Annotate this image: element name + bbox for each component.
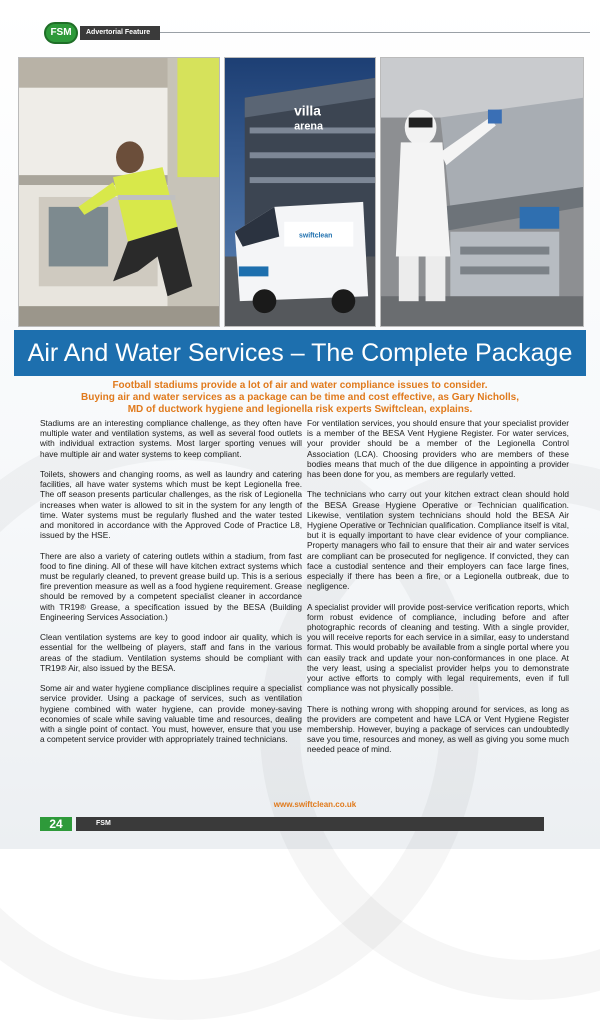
arena-sign-text: arena	[294, 120, 324, 133]
photo-van-arena	[224, 57, 376, 327]
page-number: 24	[40, 817, 72, 831]
paragraph: Clean ventilation systems are key to good indoor air quality, which is essential for the wellbeing of players, staff and fans in the various areas of the stadium. Ventilation systems should be compliant with TR19® Air, also issued by the BESA.	[40, 632, 302, 673]
website-link[interactable]: www.swiftclean.co.uk	[273, 800, 357, 809]
fsm-logo: FSM	[44, 22, 78, 44]
paragraph: The technicians who carry out your kitchen extract clean should hold the BESA Grease Hygiene Operative or Technician qualification. Likewise, ventilation system technicians should hold the BESA Air Hygiene Operative or Technician qualification. Compliance itself is vital, but it is equally important to have clear evidence of your compliance. Property managers who fail to ensure that their air and water services are compliant can be prosecuted for negligence. If convicted, they can face a custodial sentence and their employers can face large fines, especially if there has been a fire, or a Legionella outbreak, due to negligence.	[307, 489, 569, 592]
van-logo-text: swiftclean	[299, 232, 333, 240]
paragraph: Toilets, showers and changing rooms, as well as laundry and catering facilities, all have water systems which must be kept Legionella free. The off season presents particular challenges, as the risk of Legionella increases when water is allowed to sit in the system for any length of time. Water systems must be regularly flushed and the water tested and monitored in accordance with the Approved Code of Practice L8, issued by the HSE.	[40, 469, 302, 541]
photo-technician-sink	[18, 57, 220, 327]
intro-line: Buying air and water services as a package can be time and cost effective, as Gary Nicholls,	[81, 392, 519, 403]
intro-line: Football stadiums provide a lot of air and water compliance issues to consider.	[112, 380, 488, 391]
intro-line: MD of ductwork hygiene and legionella risk experts Swiftclean, explains.	[127, 404, 473, 415]
section-label: Advertorial Feature	[80, 26, 160, 40]
article-column-left	[40, 418, 302, 755]
paragraph: For ventilation services, you should ensure that your specialist provider is a member of the BESA Vent Hygiene Register. For water services, your provider should be a member of the Legionella Control Association (LCA). Choosing providers who are members of these bodies means that much of the due diligence in appointing a provider has been done for you, as members are regularly vetted.	[307, 418, 569, 480]
paragraph: There are also a variety of catering outlets within a stadium, from fast food to fine dining. All of these will have kitchen extract systems which must be regularly cleaned, to prevent grease build up. This is a serious fire prevention measure as well as a food hygiene requirement. Grease should be removed by a competent specialist cleaner in accordance with TR19® Grease, a specification issued by the BESA (Building Engineering Services Association.)	[40, 550, 302, 622]
footer-label: FSM	[76, 817, 544, 831]
paragraph: There is nothing wrong with shopping around for services, as long as the providers are competent and have LCA or Vent Hygiene Register membership. However, buying a package of services can undoubtedly save you time, resources and money, as well as giving you some much needed peace of mind.	[307, 703, 569, 755]
article-title: Air And Water Services – The Complete Package	[14, 330, 586, 376]
paragraph: Stadiums are an interesting compliance challenge, as they often have multiple water and ventilation systems, as well as several food outlets with individual extraction systems. Most larger sporting venues will have multiple air and water systems to keep compliant.	[40, 418, 302, 459]
page-header	[40, 22, 580, 44]
paragraph: Some air and water hygiene compliance disciplines require a specialist service provider. Using a package of services, such as ventilation hygiene combined with water hygiene, can provide money-saving economies of scale while saving valuable time and resources, dealing with a single point of contact. You must, however, ensure that you use a competent service provider with appropriately trained technicians.	[40, 683, 302, 745]
paragraph: A specialist provider will provide post-service verification reports, which form robust evidence of compliance, including before and after photographic records of cleaning and testing. With a single provider, you will receive reports for each service in a similar, easy to understand format. This would probably be available from a single portal where you can easily track and update your non-conformances in one place. At the very least, using a specialist provider helps you to demonstrate your active efforts to comply with legal requirements, even if full compliance was not physically possible.	[307, 601, 569, 694]
header-divider	[160, 32, 590, 33]
article-intro	[40, 380, 560, 416]
arena-sign-text: villa	[294, 102, 321, 119]
photo-technician-canopy	[380, 57, 584, 327]
article-column-right	[307, 418, 569, 765]
